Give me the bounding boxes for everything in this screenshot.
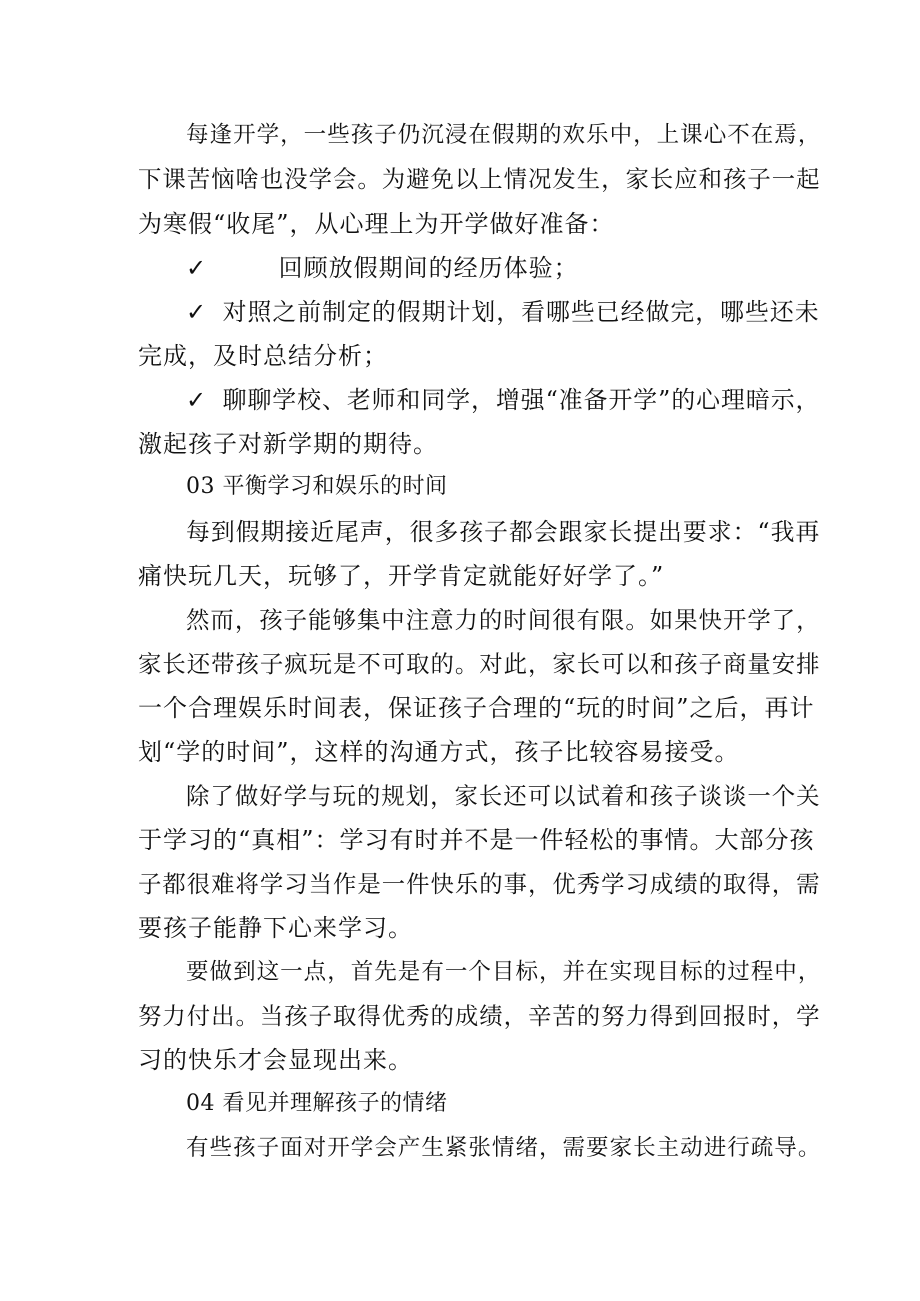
section-03-p3-line-2: 于学习的“真相”：学习有时并不是一件轻松的事情。大部分孩 [138, 826, 815, 854]
checklist-item-3-line-1 [186, 385, 820, 415]
section-04-p1-line-1: 有些孩子面对开学会产生紧张情绪，需要家长主动进行疏导。 [186, 1135, 822, 1161]
section-03-heading: 03 平衡学习和娱乐的时间 [186, 474, 448, 499]
section-03-p4-line-1: 要做到这一点，首先是有一个目标，并在实现目标的过程中， [186, 959, 822, 985]
check-mark-icon: ✓ [186, 298, 208, 326]
intro-line-1: 每逢开学，一些孩子仍沉浸在假期的欢乐中，上课心不在焉， [186, 122, 822, 148]
checklist-item-2-line-1 [186, 297, 820, 327]
section-03-p2-line-2: 家长还带孩子疯玩是不可取的。对此，家长可以和孩子商量安排 [138, 650, 821, 678]
checklist-item-1 [186, 253, 579, 283]
section-03-p1-line-2: 痛快玩几天，玩够了，开学肯定就能好好学了。” [138, 562, 665, 590]
intro-line-3: 为寒假“收尾”，从心理上为开学做好准备： [138, 210, 615, 238]
check-mark-icon: ✓ [186, 386, 207, 414]
checklist-item-1-text: 回顾放假期间的经历体验； [278, 254, 579, 282]
intro-line-2: 下课苦恼啥也没学会。为避免以上情况发生，家长应和孩子一起 [138, 165, 821, 193]
section-03-p3-line-1: 除了做好学与玩的规划，家长还可以试着和孩子谈谈一个关 [186, 782, 821, 810]
section-03-p2-line-4: 划“学的时间”，这样的沟通方式，孩子比较容易接受。 [138, 738, 740, 766]
section-03-p4-line-2: 努力付出。当孩子取得优秀的成绩，辛苦的努力得到回报时，学 [138, 1002, 821, 1030]
section-03-p2-line-3: 一个合理娱乐时间表，保证孩子合理的“玩的时间”之后，再计 [138, 694, 815, 722]
section-04-heading: 04 看见并理解孩子的情绪 [186, 1091, 448, 1116]
checklist-item-3-line-2: 激起孩子对新学期的期待。 [138, 430, 438, 458]
checklist-item-2-text: 对照之前制定的假期计划，看哪些已经做完，哪些还未 [222, 298, 820, 326]
section-03-p3-line-3: 子都很难将学习当作是一件快乐的事，优秀学习成绩的取得，需 [138, 870, 821, 898]
check-mark-icon: ✓ [186, 254, 208, 282]
section-03-p4-line-3: 习的快乐才会显现出来。 [138, 1046, 413, 1074]
section-03-p3-line-4: 要孩子能静下心来学习。 [138, 914, 413, 942]
checklist-item-3-text: 聊聊学校、老师和同学，增强“准备开学”的心理暗示， [222, 386, 821, 414]
section-03-p1-line-1: 每到假期接近尾声，很多孩子都会跟家长提出要求：“我再 [186, 518, 821, 546]
checklist-item-2-line-2: 完成，及时总结分析； [138, 342, 388, 370]
section-03-p2-line-1: 然而，孩子能够集中注意力的时间很有限。如果快开学了， [186, 606, 821, 634]
